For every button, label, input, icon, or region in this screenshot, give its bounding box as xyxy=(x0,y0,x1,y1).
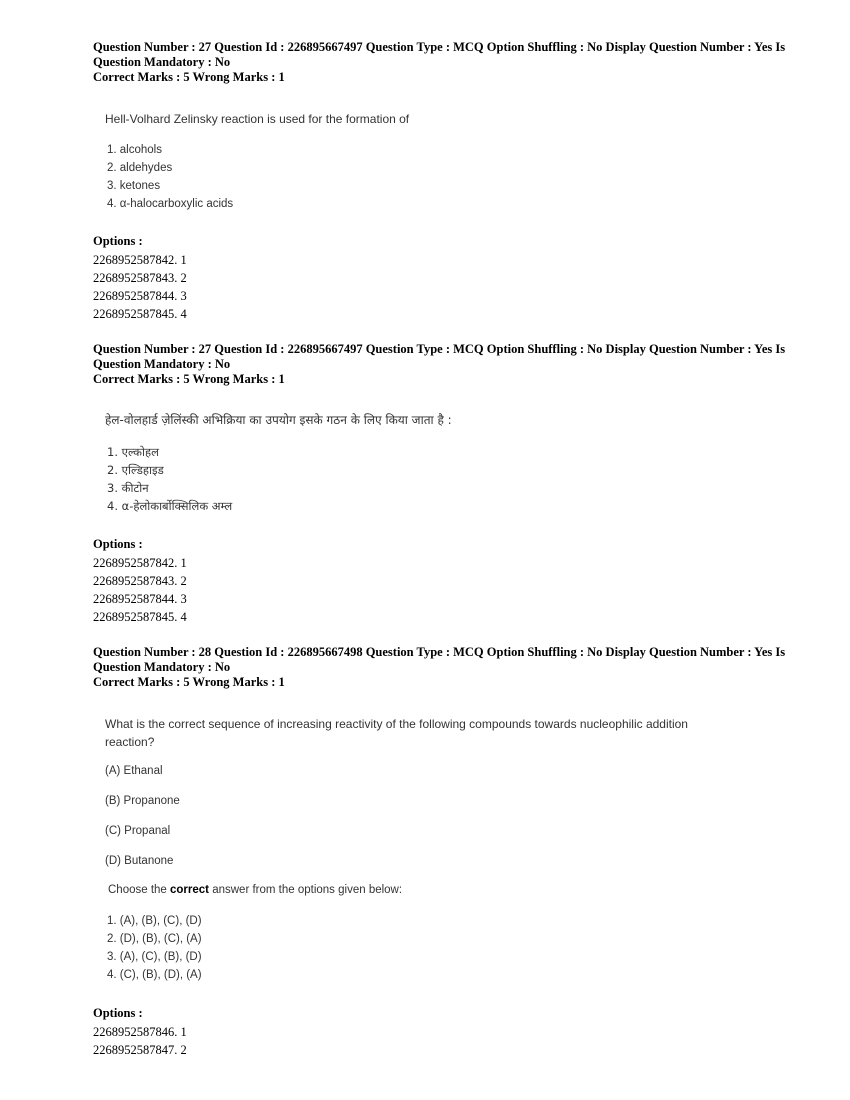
question-header xyxy=(93,40,786,85)
answer-choice: 3. कीटोन xyxy=(107,481,149,495)
instruction-text: answer from the options given below: xyxy=(209,884,403,896)
answer-choice: 4. (C), (B), (D), (A) xyxy=(107,969,202,981)
question-header xyxy=(93,342,786,387)
option-id: 2268952587842. 1 xyxy=(93,253,187,267)
options-block xyxy=(93,1005,187,1059)
statement: (C) Propanal xyxy=(105,825,171,837)
question-marks: Correct Marks : 5 Wrong Marks : 1 xyxy=(93,675,285,689)
option-id: 2268952587844. 3 xyxy=(93,289,187,303)
question-text xyxy=(105,110,409,128)
question-text-line: Hell-Volhard Zelinsky reaction is used for the formation of xyxy=(105,112,410,126)
question-header xyxy=(93,645,786,690)
option-id: 2268952587845. 4 xyxy=(93,610,187,624)
option-id: 2268952587843. 2 xyxy=(93,574,187,588)
options-label: Options : xyxy=(93,1006,143,1020)
option-id: 2268952587846. 1 xyxy=(93,1025,187,1039)
question-meta-line: Question Number : 28 Question Id : 226895667498 Question Type : MCQ Option Shuffling : No Display Question Number : Yes Is xyxy=(93,645,786,659)
question-text xyxy=(105,411,452,429)
options-block xyxy=(93,233,187,323)
answer-choice: 1. alcohols xyxy=(107,144,162,156)
options-label: Options : xyxy=(93,537,143,551)
option-id: 2268952587847. 2 xyxy=(93,1043,187,1057)
question-text-line: हेल-वोलहार्ड ज़ेलिंस्की अभिक्रिया का उपयोग इसके गठन के लिए किया जाता है : xyxy=(105,413,452,427)
answer-choice: 2. aldehydes xyxy=(107,162,173,174)
options-block xyxy=(93,536,187,626)
option-id: 2268952587844. 3 xyxy=(93,592,187,606)
answer-choices xyxy=(107,912,202,984)
answer-choice: 1. (A), (B), (C), (D) xyxy=(107,915,202,927)
question-text-line: What is the correct sequence of increasing reactivity of the following compounds towards nucleophilic addition xyxy=(105,717,688,731)
answer-choices xyxy=(107,141,233,213)
question-mandatory: Question Mandatory : No xyxy=(93,660,231,674)
instruction-emphasis: correct xyxy=(170,884,210,896)
statement: (D) Butanone xyxy=(105,855,174,867)
question-marks: Correct Marks : 5 Wrong Marks : 1 xyxy=(93,70,285,84)
question-text xyxy=(105,715,688,751)
option-id: 2268952587845. 4 xyxy=(93,307,187,321)
question-marks: Correct Marks : 5 Wrong Marks : 1 xyxy=(93,372,285,386)
instruction-text: Choose the xyxy=(108,884,171,896)
options-label: Options : xyxy=(93,234,143,248)
answer-choice: 4. α-हेलोकार्बोक्सिलिक अम्ल xyxy=(107,499,233,513)
option-id: 2268952587843. 2 xyxy=(93,271,187,285)
question-meta-line: Question Number : 27 Question Id : 226895667497 Question Type : MCQ Option Shuffling : No Display Question Number : Yes Is xyxy=(93,40,786,54)
question-mandatory: Question Mandatory : No xyxy=(93,55,231,69)
statement: (B) Propanone xyxy=(105,795,180,807)
answer-choice: 1. एल्कोहल xyxy=(107,445,159,459)
answer-choices xyxy=(107,443,232,515)
answer-choice: 2. एल्डिहाइड xyxy=(107,463,164,477)
answer-choice: 3. ketones xyxy=(107,180,161,192)
question-meta-line: Question Number : 27 Question Id : 226895667497 Question Type : MCQ Option Shuffling : No Display Question Number : Yes Is xyxy=(93,342,786,356)
answer-choice: 3. (A), (C), (B), (D) xyxy=(107,951,202,963)
statement: (A) Ethanal xyxy=(105,765,163,777)
question-mandatory: Question Mandatory : No xyxy=(93,357,231,371)
question-text-line: reaction? xyxy=(105,735,155,749)
answer-choice: 4. α-halocarboxylic acids xyxy=(107,198,234,210)
option-id: 2268952587842. 1 xyxy=(93,556,187,570)
instruction xyxy=(108,884,402,896)
answer-choice: 2. (D), (B), (C), (A) xyxy=(107,933,202,945)
